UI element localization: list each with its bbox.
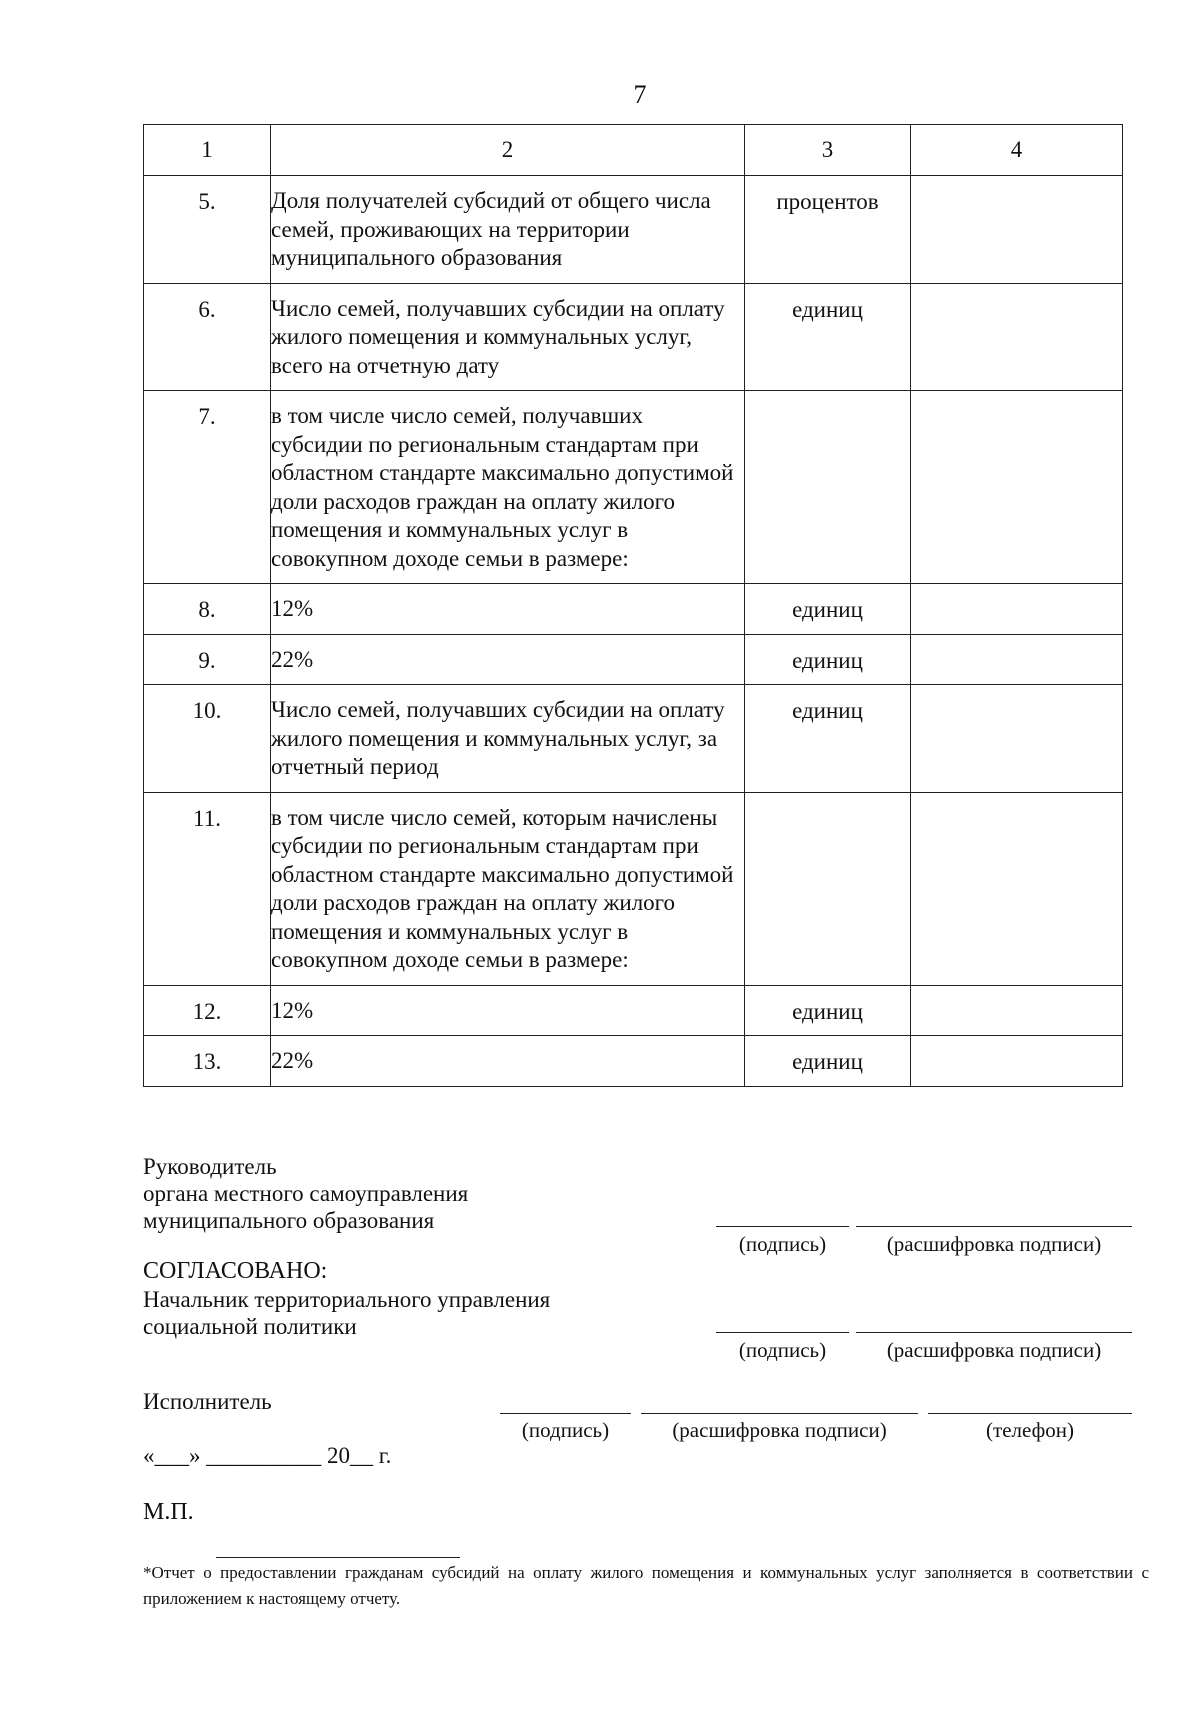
decoding-line [641, 1413, 918, 1414]
row-number: 7. [144, 391, 271, 584]
unit-of-measure [745, 792, 911, 985]
table-row [144, 283, 1123, 391]
value-cell [911, 634, 1123, 685]
head-signatory [143, 1153, 468, 1234]
row-number: 12. [144, 985, 271, 1036]
head-title-line: муниципального образования [143, 1208, 435, 1233]
table-row [144, 685, 1123, 793]
table-row [144, 584, 1123, 635]
indicator-name: 22% [271, 634, 745, 685]
signature-caption: (подпись) [738, 1232, 827, 1256]
footnote-separator [216, 1557, 460, 1558]
column-header: 1 [144, 125, 271, 176]
signature-line [716, 1332, 849, 1333]
table-row [144, 792, 1123, 985]
column-header: 2 [271, 125, 745, 176]
agreed-signatory [143, 1286, 550, 1340]
table-row [144, 985, 1123, 1036]
row-number: 11. [144, 792, 271, 985]
unit-of-measure: единиц [745, 985, 911, 1036]
page-number: 7 [633, 80, 647, 109]
indicator-name: Доля получателей субсидий от общего числа семей, проживающих на территории муниципального образования [271, 176, 745, 284]
report-table-body [144, 125, 1123, 1087]
date-line: «___» __________ 20__ г. [143, 1443, 392, 1468]
head-title-line: Руководитель [143, 1154, 277, 1179]
indicator-name: 12% [271, 584, 745, 635]
signature-caption: (подпись) [521, 1418, 610, 1442]
row-number: 10. [144, 685, 271, 793]
indicator-name: Число семей, получавших субсидии на оплату жилого помещения и коммунальных услуг, за отчетный период [271, 685, 745, 793]
unit-of-measure: единиц [745, 634, 911, 685]
decoding-line [856, 1226, 1132, 1227]
unit-of-measure [745, 391, 911, 584]
signature-line [716, 1226, 849, 1227]
value-cell [911, 391, 1123, 584]
indicator-name: в том числе число семей, которым начислены субсидии по региональным стандартам при областном стандарте максимально допустимой доли расходов граждан на оплату жилого помещения и коммунальных услуг в совокупном доходе семьи в размере: [271, 792, 745, 985]
table-row [144, 391, 1123, 584]
stamp-placeholder: М.П. [143, 1499, 194, 1525]
column-header: 4 [911, 125, 1123, 176]
value-cell [911, 1036, 1123, 1087]
row-number: 5. [144, 176, 271, 284]
indicator-name: Число семей, получавших субсидии на оплату жилого помещения и коммунальных услуг, всего на отчетную дату [271, 283, 745, 391]
unit-of-measure: единиц [745, 584, 911, 635]
executor-label: Исполнитель [143, 1389, 272, 1414]
table-header-row [144, 125, 1123, 176]
table-row [144, 634, 1123, 685]
agreed-title: СОГЛАСОВАНО: [143, 1258, 328, 1284]
unit-of-measure: единиц [745, 283, 911, 391]
decoding-caption: (расшифровка подписи) [672, 1418, 887, 1442]
table-row [144, 176, 1123, 284]
indicator-name: 12% [271, 985, 745, 1036]
unit-of-measure: процентов [745, 176, 911, 284]
row-number: 13. [144, 1036, 271, 1087]
decoding-line [856, 1332, 1132, 1333]
agreed-title-line: социальной политики [143, 1314, 357, 1339]
indicator-name: в том числе число семей, получавших субсидии по региональным стандартам при областном стандарте максимально допустимой доли расходов граждан на оплату жилого помещения и коммунальных услуг в совокупном доходе семьи в размере: [271, 391, 745, 584]
row-number: 6. [144, 283, 271, 391]
signature-line [500, 1413, 631, 1414]
phone-line [928, 1413, 1132, 1414]
value-cell [911, 985, 1123, 1036]
value-cell [911, 584, 1123, 635]
unit-of-measure: единиц [745, 685, 911, 793]
decoding-caption: (расшифровка подписи) [886, 1338, 1102, 1362]
phone-caption: (телефон) [986, 1418, 1074, 1442]
value-cell [911, 792, 1123, 985]
value-cell [911, 176, 1123, 284]
row-number: 9. [144, 634, 271, 685]
value-cell [911, 283, 1123, 391]
indicator-name: 22% [271, 1036, 745, 1087]
column-header: 3 [745, 125, 911, 176]
footnote: *Отчет о предоставлении гражданам субсидий на оплату жилого помещения и коммунальных услуг заполняется в соответствии с приложением к настоящему отчету. [143, 1563, 1149, 1608]
row-number: 8. [144, 584, 271, 635]
head-title-line: органа местного самоуправления [143, 1181, 469, 1206]
report-table [143, 124, 1123, 1087]
value-cell [911, 685, 1123, 793]
unit-of-measure: единиц [745, 1036, 911, 1087]
signature-caption: (подпись) [738, 1338, 827, 1362]
agreed-title-line: Начальник территориального управления [143, 1287, 551, 1312]
table-row [144, 1036, 1123, 1087]
decoding-caption: (расшифровка подписи) [886, 1232, 1102, 1256]
